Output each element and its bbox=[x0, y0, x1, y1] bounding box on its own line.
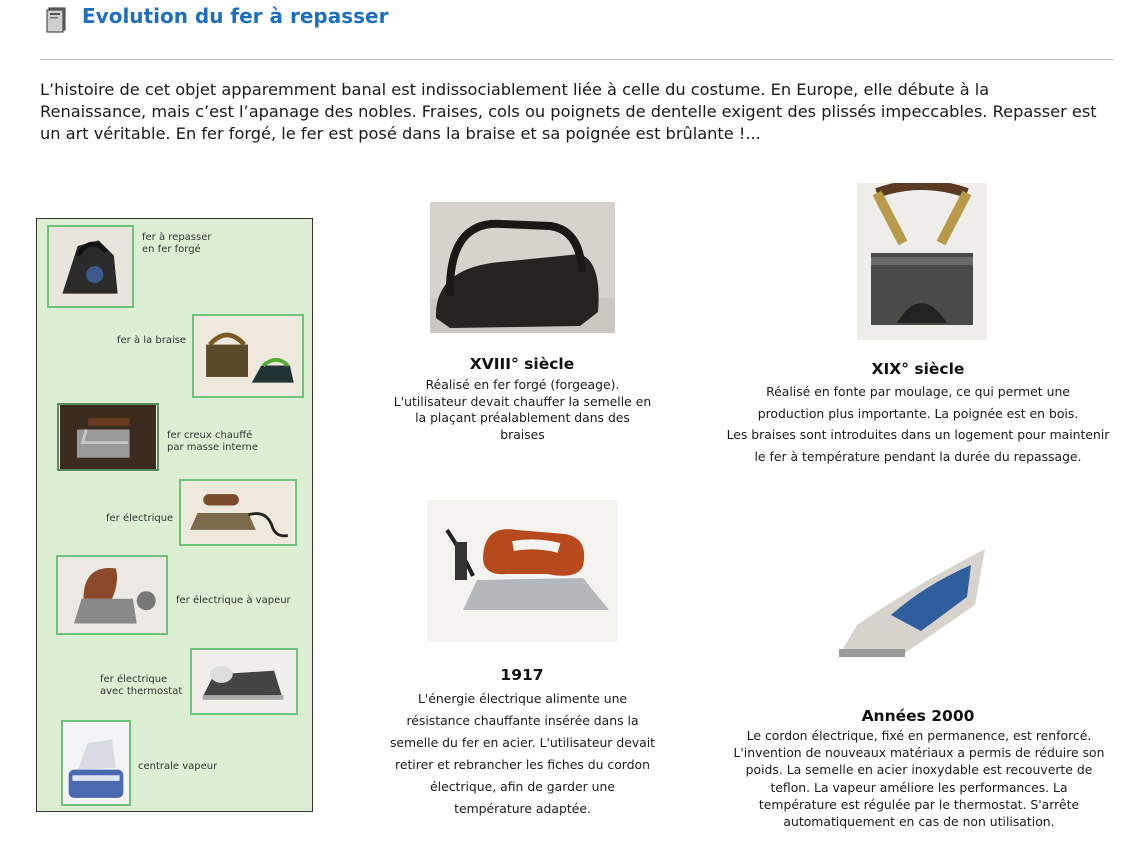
poster-label-hollow-iron: fer creux chauffé par masse interne bbox=[167, 430, 259, 453]
card-text-xviii: Réalisé en fer forgé (forgeage). L'utilisateur devait chauffer la semelle en la plaçant préalablement dans des braises bbox=[393, 377, 652, 442]
poster-thumb-steam-station bbox=[61, 720, 131, 806]
poster-label-thermostat: fer électrique avec thermostat bbox=[100, 674, 183, 697]
card-title-2000: Années 2000 bbox=[861, 707, 975, 725]
poster-thumb-hollow-iron bbox=[57, 403, 159, 471]
card-text-xix: Réalisé en fonte par moulage, ce qui permet une production plus importante. La poignée est en bois. Les braises sont introduites dans un logement pour maintenir le fer à température pendant la durée du repassage. bbox=[726, 384, 1110, 464]
poster-thumb-electric bbox=[179, 479, 297, 546]
card-text-1917: L'énergie électrique alimente une résistance chauffante insérée dans la semelle du fer en acier. L'utilisateur devait retirer et rebrancher les fiches du cordon électrique, afin de garder une température adaptée. bbox=[389, 691, 656, 816]
intro-paragraph: L’histoire de cet objet apparemment banal est indissociablement liée à celle du costume. En Europe, elle débute à la Renaissance, mais c’est l’apanage des nobles. Fraises, cols ou poignets de dentelle exigent des plissés impeccables. Repasser est un art véritable. En fer forgé, le fer est posé dans la braise et sa poignée est brûlante !... bbox=[40, 80, 1097, 143]
poster-thumb-forged-iron bbox=[47, 225, 134, 308]
card-title-xviii: XVIII° siècle bbox=[469, 355, 575, 373]
poster-label-forged-iron: fer à repasser en fer forgé bbox=[142, 232, 212, 255]
photo-braise-iron bbox=[857, 183, 987, 340]
page-title: Evolution du fer à repasser bbox=[82, 4, 389, 28]
poster-label-braise: fer à la braise bbox=[117, 335, 187, 346]
photo-forged-iron bbox=[430, 202, 615, 333]
poster-label-steam-station: centrale vapeur bbox=[138, 761, 218, 772]
poster-label-electric-steam: fer électrique à vapeur bbox=[176, 595, 291, 606]
card-text-2000: Le cordon électrique, fixé en permanence, est renforcé. L'invention de nouveaux matériaux a permis de réduire son poids. La semelle en acier inoxydable est recouverte de teflon. La vapeur améliore les performances. La température est régulée par le thermostat. S'arrête automatiquement en cas de non utilisation. bbox=[733, 728, 1105, 830]
poster-thumb-electric-steam bbox=[56, 555, 168, 635]
card-title-xix: XIX° siècle bbox=[871, 360, 965, 378]
book-icon bbox=[44, 5, 70, 33]
photo-modern-steam-iron bbox=[835, 545, 990, 663]
poster-label-electric: fer électrique bbox=[106, 513, 174, 524]
card-title-1917: 1917 bbox=[500, 666, 544, 684]
poster-thumb-braise bbox=[192, 314, 304, 398]
photo-electric-iron-1917 bbox=[427, 500, 618, 642]
poster-thumb-thermostat bbox=[190, 648, 298, 715]
divider bbox=[40, 59, 1114, 60]
evolution-poster bbox=[36, 218, 313, 812]
